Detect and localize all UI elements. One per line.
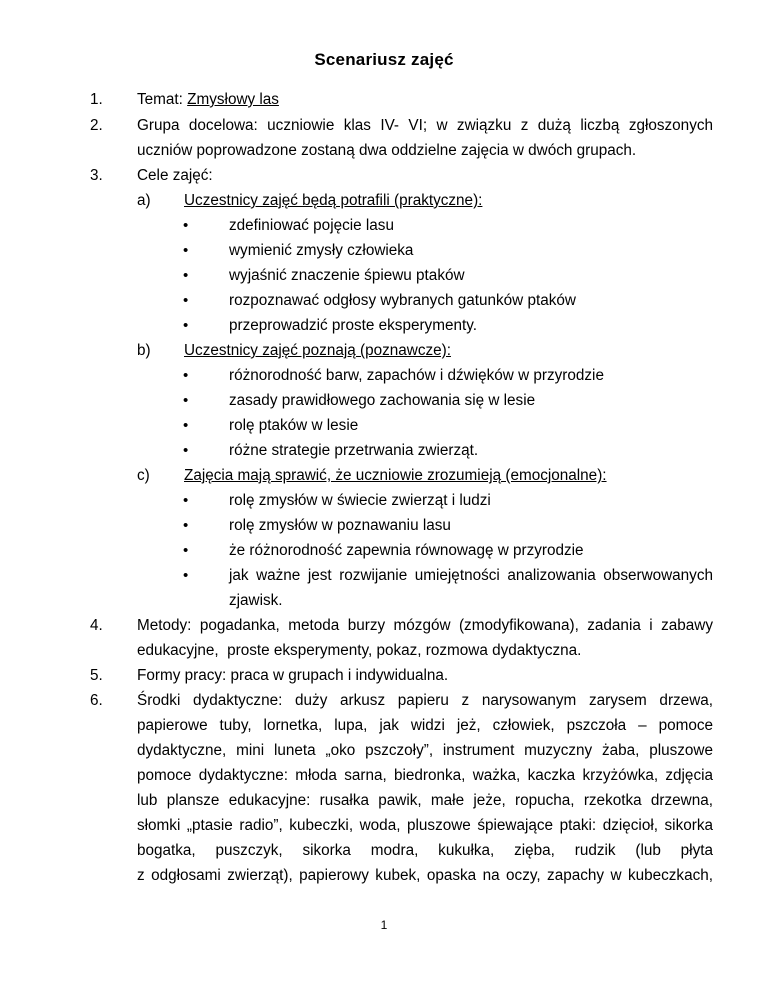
bullet-item: zasady prawidłowego zachowania się w lesie bbox=[229, 392, 536, 409]
bullet-item: zdefiniować pojęcie lasu bbox=[229, 217, 394, 234]
topic-line bbox=[137, 91, 279, 109]
bullet-item: rozpoznawać odgłosy wybranych gatunków ptaków bbox=[229, 292, 576, 309]
bullet-icon: • bbox=[183, 392, 189, 409]
bullet-icon: • bbox=[183, 567, 189, 584]
item-number: 4. bbox=[90, 617, 103, 634]
bullet-icon: • bbox=[183, 492, 189, 509]
sub-letter: c) bbox=[137, 467, 150, 484]
page-number: 1 bbox=[380, 918, 388, 932]
bullet-icon: • bbox=[183, 417, 189, 434]
bullet-item: przeprowadzić proste eksperymenty. bbox=[229, 317, 477, 334]
item-number: 5. bbox=[90, 667, 103, 684]
bullet-item: że różnorodność zapewnia równowagę w przyrodzie bbox=[229, 542, 584, 559]
bullet-item: rolę ptaków w lesie bbox=[229, 417, 359, 434]
bullet-item: różne strategie przetrwania zwierząt. bbox=[229, 442, 479, 459]
topic-label: Temat: bbox=[137, 91, 188, 108]
bullet-item: jak ważne jest rozwijanie umiejętności analizowania obserwowanych bbox=[229, 567, 713, 584]
sub-letter: b) bbox=[137, 342, 151, 359]
sub-heading-c: Zajęcia mają sprawić, że uczniowie zrozumieją (emocjonalne): bbox=[184, 467, 607, 484]
methods-line1: Metody: pogadanka, metoda burzy mózgów (zmodyfikowana), zadania i zabawy bbox=[137, 617, 713, 634]
item-number: 6. bbox=[90, 692, 103, 709]
sub-heading-b: Uczestnicy zajęć poznają (poznawcze): bbox=[184, 342, 451, 359]
bullet-icon: • bbox=[183, 367, 189, 384]
materials-line: dydaktyczne, mini luneta „oko pszczoły”, instrument muzyczny żaba, pluszowe bbox=[137, 742, 713, 759]
bullet-icon: • bbox=[183, 542, 189, 559]
materials-line: bogatka, puszczyk, sikorka modra, kukułka, zięba, rudzik (lub płyta bbox=[137, 842, 713, 859]
item-number: 2. bbox=[90, 117, 103, 134]
goals-label: Cele zajęć: bbox=[137, 167, 213, 184]
bullet-icon: • bbox=[183, 267, 189, 284]
bullet-icon: • bbox=[183, 242, 189, 259]
topic-value: Zmysłowy las bbox=[187, 91, 279, 108]
target-group-line2: uczniów poprowadzone zostaną dwa oddzielne zajęcia w dwóch grupach. bbox=[137, 142, 637, 159]
bullet-item: rolę zmysłów w poznawaniu lasu bbox=[229, 517, 451, 534]
materials-line: pomoce dydaktyczne: młoda sarna, biedronka, ważka, kaczka krzyżówka, zdjęcia bbox=[137, 767, 713, 784]
bullet-item: wyjaśnić znaczenie śpiewu ptaków bbox=[229, 267, 465, 284]
bullet-icon: • bbox=[183, 217, 189, 234]
bullet-icon: • bbox=[183, 517, 189, 534]
sub-letter: a) bbox=[137, 192, 151, 209]
materials-line: lub plansze edukacyjne: rusałka pawik, małe jeże, ropucha, rzekotka drzewna, bbox=[137, 792, 713, 809]
materials-line: papierowe tuby, lornetka, lupa, jak widzi jeż, człowiek, pszczoła – pomoce bbox=[137, 717, 713, 734]
bullet-item: rolę zmysłów w świecie zwierząt i ludzi bbox=[229, 492, 491, 509]
bullet-icon: • bbox=[183, 317, 189, 334]
bullet-item: wymienić zmysły człowieka bbox=[229, 242, 414, 259]
materials-line: z odgłosami zwierząt), papierowy kubek, opaska na oczy, zapachy w kubeczkach, bbox=[137, 867, 713, 884]
bullet-icon: • bbox=[183, 292, 189, 309]
work-forms: Formy pracy: praca w grupach i indywidualna. bbox=[137, 667, 449, 684]
bullet-item: różnorodność barw, zapachów i dźwięków w przyrodzie bbox=[229, 367, 604, 384]
item-number: 3. bbox=[90, 167, 103, 184]
bullet-item-continuation: zjawisk. bbox=[229, 592, 283, 609]
sub-heading-a: Uczestnicy zajęć będą potrafili (praktyczne): bbox=[184, 192, 483, 209]
methods-line2: edukacyjne, proste eksperymenty, pokaz, rozmowa dydaktyczna. bbox=[137, 642, 582, 659]
item-number: 1. bbox=[90, 91, 103, 108]
document-title: Scenariusz zajęć bbox=[314, 50, 454, 69]
materials-line: słomki „ptasie radio”, kubeczki, woda, pluszowe śpiewające ptaki: dzięcioł, sikorka bbox=[137, 817, 713, 834]
materials-line: Środki dydaktyczne: duży arkusz papieru z narysowanym zarysem drzewa, bbox=[137, 692, 713, 709]
bullet-icon: • bbox=[183, 442, 189, 459]
target-group-line1: Grupa docelowa: uczniowie klas IV- VI; w związku z dużą liczbą zgłoszonych bbox=[137, 117, 713, 134]
